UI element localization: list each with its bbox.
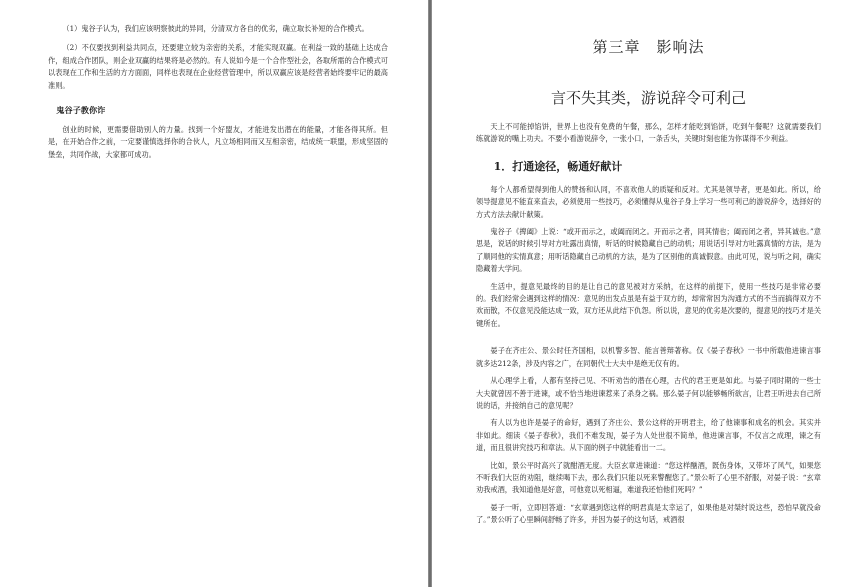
right-page-body	[476, 0, 821, 532]
right-page	[432, 0, 860, 587]
paragraph: 从心理学上看，人都有坚持己见、不听劝告的潜在心理，古代的君王更是如此。与晏子同时期的一些士大夫就曾因不善于进谏，或不恰当地进谏惹来了杀身之祸。那么晏子何以能够畅所欲言，让君王听进去自己所说的话，并接纳自己的意见呢？	[476, 376, 822, 410]
paragraph: 有人以为也许是晏子的命好，遇到了齐庄公、景公这样的开明君主，给了他谏事和成名的机会。其实并非如此。细读《晏子春秋》，我们不难发现，晏子为人处世很不简单，他进谏言事，不仅言之成理，谏之有道，而且很讲究技巧和章法。从下面的例子中就能看出一二。	[476, 418, 821, 453]
paragraph: 比如，景公平时高兴了就酣酒无度。大臣玄章进谏道：“您这样酗酒，既伤身体，又带坏了风气，如果您不听我们大臣的劝阻，继续喝下去，那么我们只能以死来警醒您了。”景公听了心里不舒服，对晏子说：“玄章劝我戒酒，我知道他是好意，可他竟以死相逼，难道我还怕他们死吗？”	[476, 460, 821, 495]
paragraph: 生活中，提意见最终的目的是让自己的意见被对方采纳，在这样的前提下，使用一些技巧是非常必要的。我们经常会遇到这样的情况：意见的出发点虽是有益于双方的，却常常因为沟通方式的不当而搞得双方不欢而散，不仅意见没能达成一致，双方还从此结下仇怨。所以说，意见的优劣是次要的，提意见的技巧才是关键所在。	[476, 281, 822, 328]
paragraph: 晏子一听，立即回答道：“玄章遇到您这样的明君真是太幸运了，如果他是对桀纣说这些，恐怕早就没命了。”景公听了心里瞬间舒畅了许多，并因为晏子的这句话，戒酒很	[476, 502, 821, 525]
section-title: 言不失其类，游说辞令可利己	[550, 89, 746, 107]
chapter-title: 第三章 影响法	[592, 38, 705, 56]
paragraph-gap	[476, 335, 821, 345]
paragraph: （2）不仅要找到利益共同点，还要建立较为亲密的关系，才能实现双赢。在利益一致的基础上达成合作，组成合作团队，则企业双赢的结果将是必然的。有人说如今是一个合作型社会，各取所需的合作模式可以表现在工作和生活的方方面面，同样也表现在企业经营管理中，所以双赢应该是经营者始终要牢记的最高准则。	[48, 43, 388, 90]
paragraph: 晏子在齐庄公、景公时任齐国相，以机警多智、能言善辩著称。仅《晏子春秋》一书中所载他进谏言事就多达212条，涉及内容之广，在同朝代士大夫中是绝无仅有的。	[476, 346, 821, 368]
left-page	[0, 0, 428, 587]
paragraph: 每个人都希望得到他人的赞扬和认同，不喜欢他人的质疑和反对。尤其是领导者，更是如此。所以，给领导提意见不能直来直去，必须使用一些技巧，必须懂得从鬼谷子身上学习一些可利己的游说辞令，选择好的方式方法去献计献策。	[476, 184, 822, 219]
paragraph: 创业的时候，更需要借助别人的力量。找到一个好盟友，才能进发出潜在的能量，才能各得其所。但是，在开始合作之前，一定要谨慎选择你的合伙人，凡立场相同而又互相亲密，结成统一联盟，形成坚固的堡垒，共同作战，大家都可成功。	[48, 125, 388, 159]
subsection-heading: 1．打通途径，畅通好献计	[493, 159, 623, 173]
left-page-body	[48, 23, 388, 168]
section-heading: 鬼谷子教你诈	[56, 105, 106, 116]
paragraph: 鬼谷子《捭阖》上说：“或开而示之，或阖而闭之。开而示之者，同其情也；阖而闭之者，异其诚也。”意思是，说话的时候引导对方吐露出真情，听话的时候隐藏自己的动机；用说话引导对方吐露真情的方法，是为了顺同他的实情真意；用听话隐藏自己动机的方法，是为了区别他的真诚假意。由此可见，说与听之间，确实隐藏着大学问。	[476, 227, 822, 274]
intro-paragraph: 天上不可能掉馅饼，世界上也没有免费的午餐，那么，怎样才能吃到馅饼，吃到午餐呢？这就需要我们练就游说的嘴上功夫。不要小看游说辞令，一张小口，一条舌头，关键时刻也能为你谋得不少利益。	[476, 122, 821, 144]
paragraph: （1）鬼谷子认为，我们应该明察彼此的异同，分清双方各自的优劣，确立取长补短的合作模式。	[62, 24, 369, 33]
